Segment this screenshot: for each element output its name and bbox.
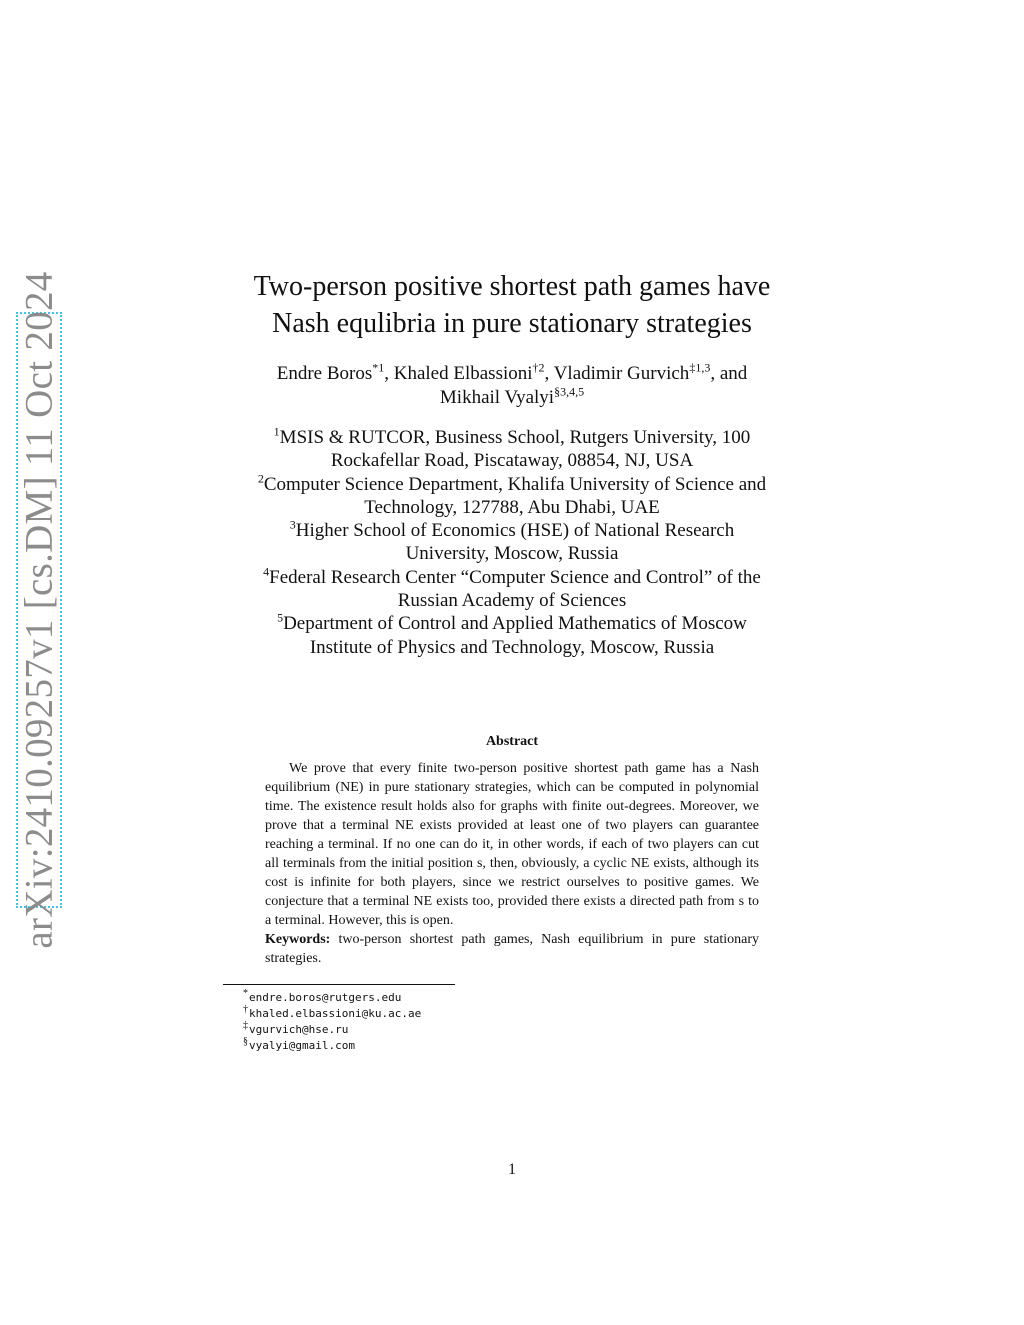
affiliation-line: University, Moscow, Russia: [405, 543, 619, 565]
keywords: [265, 930, 759, 968]
affiliation-line: Institute of Physics and Technology, Moscow, Russia: [309, 636, 715, 658]
affiliation-item: [200, 473, 824, 520]
abstract-heading: Abstract: [485, 734, 539, 749]
author-marks: *1: [372, 360, 385, 375]
title-line-1: Two-person positive shortest path games have: [253, 271, 771, 302]
footnote-email[interactable]: vyalyi@gmail.com: [249, 1039, 355, 1052]
footnote-email[interactable]: vgurvich@hse.ru: [249, 1023, 349, 1036]
affiliation-line: Higher School of Economics (HSE) of National Research: [295, 520, 735, 542]
footnotes: [243, 990, 421, 1054]
affiliation-number: 1: [273, 424, 280, 439]
author-list: Endre Boros$^{*1}$, Khaled Elbassioni$^{\dagger 2}$, Vladimir Gurvich$^{\ddagger 1,3}$, and Mikhail Vyalyi$^{\S 3,4,5}$: [276, 360, 748, 408]
arxiv-identifier-text: arXiv:2410.09257v1 [cs.DM] 11 Oct 2024: [17, 271, 61, 949]
affiliation-line: Rockafellar Road, Piscataway, 08854, NJ, USA: [330, 450, 694, 472]
affiliation-item: [200, 612, 824, 659]
affiliation-line: MSIS & RUTCOR, Business School, Rutgers University, 100: [279, 427, 751, 448]
page-number: 1: [508, 1161, 516, 1178]
arxiv-identifier-stamp[interactable]: [16, 271, 62, 949]
affiliation-number: 2: [257, 471, 264, 486]
footnote-mark: §: [243, 1036, 248, 1048]
affiliation-number: 5: [277, 611, 284, 626]
footnote-email[interactable]: khaled.elbassioni@ku.ac.ae: [249, 1007, 422, 1020]
author-name: Mikhail Vyalyi: [439, 387, 555, 408]
affiliation-line: Technology, 127788, Abu Dhabi, UAE: [364, 496, 660, 518]
footnote-email[interactable]: endre.boros@rutgers.edu: [249, 991, 402, 1004]
affiliation-number: 3: [289, 517, 296, 532]
footnote-item: [243, 990, 421, 1006]
paper-title: [160, 268, 864, 342]
affiliation-item: [200, 426, 824, 473]
affiliation-number: 4: [263, 564, 270, 579]
footnote-item: [243, 1022, 421, 1038]
title-line-2: Nash equlibria in pure stationary strategies: [272, 308, 752, 339]
author-name: Khaled Elbassioni: [393, 363, 533, 384]
author-marks: †2: [532, 360, 545, 375]
abstract-body: [265, 759, 759, 968]
affiliation-line: Computer Science Department, Khalifa University of Science and: [263, 473, 767, 495]
footnote-item: [243, 1006, 421, 1022]
affiliation-item: [200, 519, 824, 566]
footnote-divider: [223, 984, 455, 985]
affiliation-line: Department of Control and Applied Mathematics of Moscow: [283, 613, 747, 635]
keywords-text: two-person shortest path games, Nash equilibrium in pure stationary strategies.: [265, 932, 759, 966]
author-conjunction: , and: [710, 363, 748, 384]
footnote-item: [243, 1038, 421, 1054]
footnote-mark: †: [243, 1004, 248, 1016]
author-marks: §3,4,5: [554, 384, 585, 399]
author-name: Endre Boros: [276, 363, 373, 384]
affiliation-list: [200, 426, 824, 659]
footnote-mark: *: [243, 988, 248, 1000]
abstract-text: We prove that every finite two-person positive shortest path game has a Nash equilibrium (NE) in pure stationary strategies, which can be computed in polynomial time. The existence result holds also for graphs with finite out-degrees. Moreover, we prove that a terminal NE exists provided at least one of two players can guarantee reaching a terminal. If no one can do it, in other words, if each of two players can cut all terminals from the initial position s, then, obviously, a cyclic NE exists, although its cost is infinite for both players, since we restrict ourselves to positive games. We conjecture that a terminal NE exists too, provided there exists a directed path from s to a terminal. However, this is open.: [265, 761, 759, 928]
author-name: Vladimir Gurvich: [553, 363, 690, 384]
keywords-label: Keywords:: [265, 932, 331, 947]
footnote-mark: ‡: [243, 1020, 248, 1032]
author-marks: ‡1,3: [689, 360, 711, 375]
affiliation-line: Federal Research Center “Computer Science and Control” of the: [269, 566, 761, 588]
affiliation-line: Russian Academy of Sciences: [397, 590, 627, 612]
affiliation-item: [200, 566, 824, 613]
